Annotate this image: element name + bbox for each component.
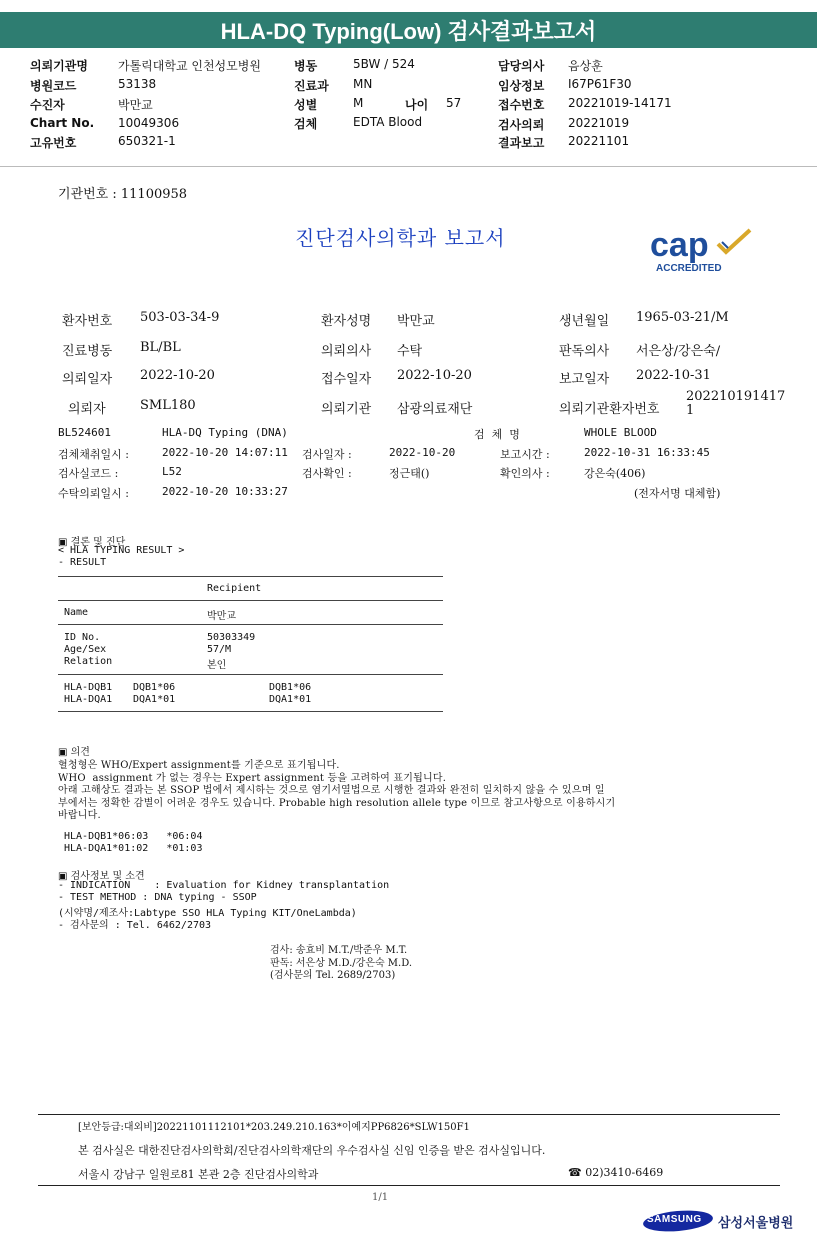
signer-line: 검사: 송효비 M.T./박준우 M.T. <box>270 945 408 956</box>
result-subheading: < HLA TYPING RESULT > <box>58 545 185 556</box>
phone-line: ☎ 02)3410-6469 <box>568 1166 664 1179</box>
signer-line: 판독: 서은상 M.D./강은숙 M.D. <box>270 957 413 969</box>
name-label: Name <box>64 607 89 618</box>
patient-value: BL/BL <box>140 340 181 355</box>
room-label: 검사실코드 : <box>58 467 119 480</box>
header-label-4: 고유번호 <box>30 136 77 150</box>
test-name: HLA-DQ Typing (DNA) <box>162 426 288 439</box>
patient-value: 202210191417 1 <box>686 389 786 418</box>
patient-label: 의뢰일자 <box>62 372 113 387</box>
patient-label: 판독의사 <box>559 344 610 359</box>
header-value-col3-2: 20221019-14171 <box>568 96 672 110</box>
allele-1a: DQB1*06 <box>133 682 176 693</box>
testdate-value: 2022-10-20 <box>389 446 456 459</box>
header-label-2: 수진자 <box>30 98 65 112</box>
id-label: ID No. <box>64 632 101 643</box>
patient-value: 수탁 <box>397 344 423 359</box>
collect-label: 검체채취일시 : <box>58 448 129 461</box>
age-value: 57 <box>446 96 462 110</box>
name-value: 박만교 <box>207 611 236 622</box>
header-value-col2-3: EDTA Blood <box>353 115 423 129</box>
header-value-0: 가톨릭대학교 인천성모병원 <box>118 59 261 73</box>
patient-value: 서은상/강은숙/ <box>636 344 721 359</box>
testdate-label: 검사일자 : <box>302 448 352 461</box>
cap-accredited-logo: cap ACCREDITED <box>650 226 760 278</box>
agesex-label: Age/Sex <box>64 644 107 655</box>
locus-2: HLA-DQA1 <box>64 694 113 705</box>
specimen-label: 검 체 명 <box>474 428 520 441</box>
locus-1: HLA-DQB1 <box>64 682 113 693</box>
allele-1b: DQB1*06 <box>269 682 312 693</box>
header-label-1: 병원코드 <box>30 79 77 93</box>
header-value-1: 53138 <box>118 77 157 91</box>
footer-rule-bottom <box>38 1185 780 1186</box>
patient-label: 생년월일 <box>559 314 610 329</box>
info-line: - 검사문의 : Tel. 6462/2703 <box>58 920 212 931</box>
patient-label: 의뢰기관환자번호 <box>559 402 660 417</box>
opinion-line: 아래 고해상도 결과는 본 SSOP 법에서 제시하는 것으로 염기서열법으로 시행한 결과와 완전히 일치하지 않을 수 있으며 일 <box>58 785 605 796</box>
patient-value: 2022-10-31 <box>636 368 711 383</box>
patient-label: 의뢰자 <box>68 402 106 417</box>
report-title: HLA-DQ Typing(Low) 검사결과보고서 <box>0 12 817 48</box>
allele-2a: DQA1*01 <box>133 694 176 705</box>
room-value: L52 <box>162 465 182 478</box>
institution-number: 기관번호 : 11100958 <box>58 187 188 202</box>
page-number: 1/1 <box>372 1192 389 1203</box>
allele-detail-2: HLA-DQA1*01:02 *01:03 <box>64 843 203 854</box>
header-value-col3-3: 20221019 <box>568 116 630 130</box>
result-rule <box>58 600 443 601</box>
test-code: BL524601 <box>58 426 111 439</box>
collect-value: 2022-10-20 14:07:11 <box>162 446 288 459</box>
header-divider <box>0 166 817 167</box>
relation-value: 본인 <box>207 660 227 671</box>
result-rule <box>58 674 443 675</box>
header-label-col3-1: 임상정보 <box>498 79 545 93</box>
header-label-col3-0: 담당의사 <box>498 59 545 73</box>
allele-detail-1: HLA-DQB1*06:03 *06:04 <box>64 831 203 842</box>
header-value-col2-0: 5BW / 524 <box>353 57 415 71</box>
header-value-col3-0: 음상훈 <box>568 59 603 73</box>
patient-label: 접수일자 <box>321 372 372 387</box>
security-line: [보안등급:대외비]20221101112101*203.249.210.163*이예지PP6826*SLW150F1 <box>78 1122 470 1133</box>
header-value-2: 박만교 <box>118 98 153 112</box>
header-label-col3-4: 결과보고 <box>498 136 545 150</box>
check-label: 검사확인 : <box>302 467 352 480</box>
patient-value: SML180 <box>140 398 196 413</box>
request-label: 수탁의뢰일시 : <box>58 487 129 500</box>
allele-2b: DQA1*01 <box>269 694 312 705</box>
result-heading: ▣ 결론 및 진단 <box>58 537 126 548</box>
result-rule <box>58 576 443 577</box>
patient-value: 1965-03-21/M <box>636 310 729 325</box>
header-label-col2-3: 검체 <box>294 117 318 131</box>
patient-label: 의뢰기관 <box>321 402 372 417</box>
check-value: 정근태() <box>389 467 430 480</box>
address-line: 서울시 강남구 일원로81 본관 2층 진단검사의학과 <box>78 1168 319 1181</box>
signer-line: (검사문의 Tel. 2689/2703) <box>270 970 396 981</box>
patient-value: 503-03-34-9 <box>140 310 220 325</box>
reporttime-value: 2022-10-31 16:33:45 <box>584 446 710 459</box>
patient-value: 박만교 <box>397 314 435 329</box>
header-value-col3-4: 20221101 <box>568 134 630 148</box>
reporttime-label: 보고시간 : <box>500 448 550 461</box>
result-subheading-2: - RESULT <box>58 557 107 568</box>
opinion-line: 혈청형은 WHO/Expert assignment를 기준으로 표기됩니다. <box>58 760 340 771</box>
samsung-hospital-logo: SAMSUNG 삼성서울병원 <box>642 1208 792 1234</box>
header-label-col3-2: 접수번호 <box>498 98 545 112</box>
patient-value: 2022-10-20 <box>397 368 472 383</box>
age-label: 나이 <box>405 98 429 112</box>
agesex-value: 57/M <box>207 644 232 655</box>
header-value-4: 650321-1 <box>118 134 176 148</box>
patient-value: 삼광의료재단 <box>397 402 473 417</box>
info-line: - INDICATION : Evaluation for Kidney transplantation <box>58 880 390 891</box>
confirm-value: 강은숙(406) <box>584 467 646 480</box>
header-value-col2-2: M <box>353 96 364 110</box>
header-label-0: 의뢰기관명 <box>30 59 88 73</box>
header-label-col2-0: 병동 <box>294 59 318 73</box>
footer-rule-top <box>38 1114 780 1115</box>
result-rule <box>58 711 443 712</box>
info-line: (시약명/제조사:Labtype SSO HLA Typing KIT/OneLambda) <box>58 908 357 919</box>
esign-note: (전자서명 대체함) <box>634 487 721 500</box>
header-label-col2-1: 진료과 <box>294 79 329 93</box>
info-line: - TEST METHOD : DNA typing - SSOP <box>58 892 257 903</box>
info-heading: ▣ 검사정보 및 소견 <box>58 871 145 882</box>
id-value: 50303349 <box>207 632 256 643</box>
dept-report-title: 진단검사의학과 보고서 <box>295 226 506 250</box>
patient-value: 2022-10-20 <box>140 368 215 383</box>
cert-line: 본 검사실은 대한진단검사의학회/진단검사의학재단의 우수검사실 신임 인증을 받은 검사실입니다. <box>78 1144 546 1157</box>
patient-label: 의뢰의사 <box>321 344 372 359</box>
opinion-line: 바랍니다. <box>58 810 101 821</box>
patient-label: 환자번호 <box>62 314 113 329</box>
opinion-line: WHO assignment 가 없는 경우는 Expert assignment 등을 고려하여 표기됩니다. <box>58 772 447 784</box>
specimen-value: WHOLE BLOOD <box>584 426 657 439</box>
patient-label: 환자성명 <box>321 314 372 329</box>
opinion-line: 부에서는 정확한 감별이 어려운 경우도 있습니다. Probable high resolution allele type 이므로 참고사항으로 이용하시기 <box>58 797 616 809</box>
header-value-col3-1: I67P61F30 <box>568 77 632 91</box>
result-rule <box>58 624 443 625</box>
header-label-3: Chart No. <box>30 116 95 130</box>
opinion-heading: ▣ 의견 <box>58 747 90 758</box>
header-label-col2-2: 성별 <box>294 98 318 112</box>
patient-label: 진료병동 <box>62 344 113 359</box>
recipient-label: Recipient <box>207 583 262 594</box>
header-label-col3-3: 검사의뢰 <box>498 118 545 132</box>
relation-label: Relation <box>64 656 113 667</box>
confirm-label: 확인의사 : <box>500 467 550 480</box>
header-value-3: 10049306 <box>118 116 180 130</box>
header-value-col2-1: MN <box>353 77 373 91</box>
patient-label: 보고일자 <box>559 372 610 387</box>
request-value: 2022-10-20 10:33:27 <box>162 485 288 498</box>
